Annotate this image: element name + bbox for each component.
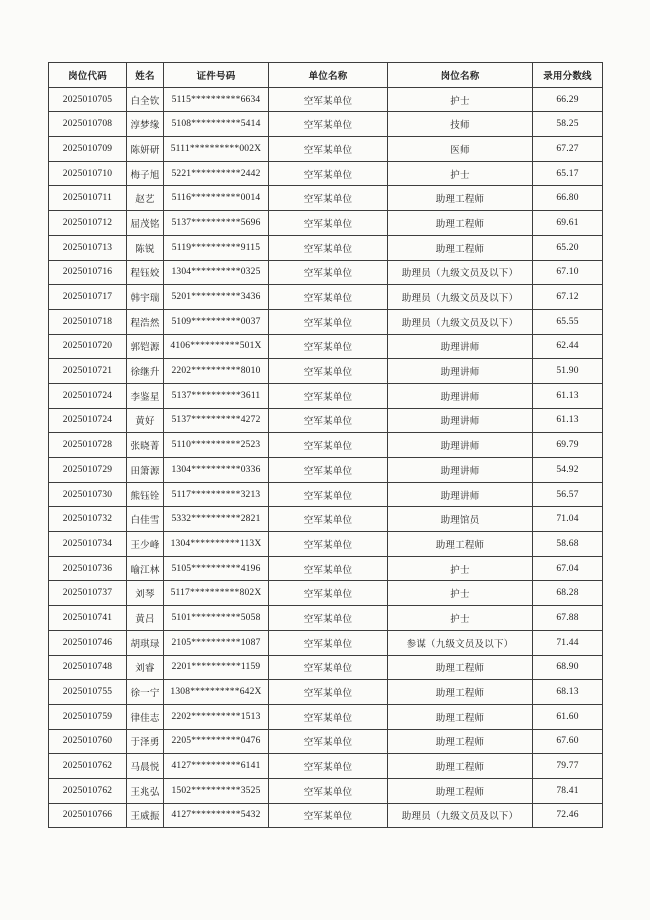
cell-unit-name: 空军某单位	[269, 482, 388, 507]
cell-unit-name: 空军某单位	[269, 655, 388, 680]
cell-id-number: 5117**********802X	[164, 581, 269, 606]
cell-id-number: 5116**********0014	[164, 186, 269, 211]
table-row	[49, 334, 603, 359]
cell-admission-score: 69.79	[533, 433, 603, 458]
table-row	[49, 112, 603, 137]
cell-position-name: 助理工程师	[388, 235, 533, 260]
cell-position-name: 助理工程师	[388, 729, 533, 754]
cell-unit-name: 空军某单位	[269, 606, 388, 631]
cell-unit-name: 空军某单位	[269, 161, 388, 186]
table-row	[49, 408, 603, 433]
cell-admission-score: 65.20	[533, 235, 603, 260]
cell-position-name: 助理员（九级文员及以下）	[388, 803, 533, 828]
cell-name: 李鉴星	[127, 383, 164, 408]
cell-position-code: 2025010724	[49, 408, 127, 433]
cell-unit-name: 空军某单位	[269, 433, 388, 458]
table-header	[49, 63, 603, 88]
cell-position-code: 2025010712	[49, 211, 127, 236]
cell-position-code: 2025010737	[49, 581, 127, 606]
cell-position-code: 2025010718	[49, 309, 127, 334]
cell-id-number: 2202**********1513	[164, 704, 269, 729]
cell-name: 屈茂铭	[127, 211, 164, 236]
cell-position-name: 助理讲师	[388, 482, 533, 507]
header-admission-score: 录用分数线	[533, 63, 603, 88]
cell-id-number: 5111**********002X	[164, 137, 269, 162]
cell-id-number: 5117**********3213	[164, 482, 269, 507]
cell-admission-score: 67.27	[533, 137, 603, 162]
table-row	[49, 778, 603, 803]
cell-id-number: 5119**********9115	[164, 235, 269, 260]
table-row	[49, 581, 603, 606]
cell-name: 徐继升	[127, 359, 164, 384]
cell-position-name: 助理员（九级文员及以下）	[388, 260, 533, 285]
cell-admission-score: 62.44	[533, 334, 603, 359]
cell-admission-score: 68.28	[533, 581, 603, 606]
cell-position-code: 2025010734	[49, 532, 127, 557]
cell-id-number: 5137**********5696	[164, 211, 269, 236]
cell-unit-name: 空军某单位	[269, 581, 388, 606]
cell-id-number: 2201**********1159	[164, 655, 269, 680]
cell-position-name: 助理讲师	[388, 458, 533, 483]
cell-position-name: 护士	[388, 161, 533, 186]
cell-id-number: 1304**********0336	[164, 458, 269, 483]
cell-unit-name: 空军某单位	[269, 309, 388, 334]
cell-position-name: 助理工程师	[388, 778, 533, 803]
table-row	[49, 87, 603, 112]
cell-admission-score: 51.90	[533, 359, 603, 384]
cell-admission-score: 67.10	[533, 260, 603, 285]
cell-position-name: 助理馆员	[388, 507, 533, 532]
cell-admission-score: 58.25	[533, 112, 603, 137]
table-row	[49, 235, 603, 260]
cell-position-name: 技师	[388, 112, 533, 137]
cell-admission-score: 66.80	[533, 186, 603, 211]
cell-id-number: 5332**********2821	[164, 507, 269, 532]
cell-unit-name: 空军某单位	[269, 803, 388, 828]
header-position-code: 岗位代码	[49, 63, 127, 88]
table-body	[49, 87, 603, 828]
cell-position-name: 护士	[388, 87, 533, 112]
table-row	[49, 186, 603, 211]
cell-admission-score: 67.88	[533, 606, 603, 631]
cell-position-name: 助理工程师	[388, 532, 533, 557]
cell-admission-score: 79.77	[533, 754, 603, 779]
table-row	[49, 482, 603, 507]
cell-unit-name: 空军某单位	[269, 285, 388, 310]
cell-name: 徐一宁	[127, 680, 164, 705]
header-row	[49, 63, 603, 88]
cell-unit-name: 空军某单位	[269, 532, 388, 557]
cell-position-code: 2025010746	[49, 630, 127, 655]
cell-name: 田箫源	[127, 458, 164, 483]
table-row	[49, 260, 603, 285]
cell-position-name: 助理工程师	[388, 754, 533, 779]
cell-position-name: 助理讲师	[388, 383, 533, 408]
cell-position-code: 2025010721	[49, 359, 127, 384]
cell-unit-name: 空军某单位	[269, 235, 388, 260]
cell-position-code: 2025010755	[49, 680, 127, 705]
cell-unit-name: 空军某单位	[269, 754, 388, 779]
cell-position-code: 2025010711	[49, 186, 127, 211]
cell-name: 熊钰铨	[127, 482, 164, 507]
cell-unit-name: 空军某单位	[269, 630, 388, 655]
cell-id-number: 5108**********5414	[164, 112, 269, 137]
table-row	[49, 630, 603, 655]
cell-id-number: 5110**********2523	[164, 433, 269, 458]
cell-unit-name: 空军某单位	[269, 211, 388, 236]
cell-position-name: 助理讲师	[388, 334, 533, 359]
cell-admission-score: 56.57	[533, 482, 603, 507]
table-row	[49, 309, 603, 334]
table-row	[49, 606, 603, 631]
cell-unit-name: 空军某单位	[269, 186, 388, 211]
table-row	[49, 359, 603, 384]
cell-unit-name: 空军某单位	[269, 87, 388, 112]
cell-admission-score: 68.13	[533, 680, 603, 705]
cell-position-code: 2025010705	[49, 87, 127, 112]
cell-unit-name: 空军某单位	[269, 729, 388, 754]
cell-admission-score: 67.60	[533, 729, 603, 754]
cell-position-name: 护士	[388, 556, 533, 581]
cell-admission-score: 68.90	[533, 655, 603, 680]
table-row	[49, 507, 603, 532]
cell-admission-score: 54.92	[533, 458, 603, 483]
cell-position-code: 2025010759	[49, 704, 127, 729]
cell-id-number: 1304**********0325	[164, 260, 269, 285]
cell-position-code: 2025010766	[49, 803, 127, 828]
table-row	[49, 680, 603, 705]
cell-position-code: 2025010748	[49, 655, 127, 680]
cell-unit-name: 空军某单位	[269, 334, 388, 359]
cell-position-code: 2025010762	[49, 754, 127, 779]
cell-position-name: 护士	[388, 581, 533, 606]
cell-admission-score: 65.55	[533, 309, 603, 334]
table-row	[49, 285, 603, 310]
table-row	[49, 704, 603, 729]
cell-unit-name: 空军某单位	[269, 359, 388, 384]
admission-score-table	[48, 62, 603, 828]
cell-position-name: 助理员（九级文员及以下）	[388, 285, 533, 310]
cell-position-name: 助理工程师	[388, 704, 533, 729]
cell-id-number: 5137**********3611	[164, 383, 269, 408]
cell-position-code: 2025010730	[49, 482, 127, 507]
cell-position-name: 护士	[388, 606, 533, 631]
cell-admission-score: 67.04	[533, 556, 603, 581]
cell-admission-score: 66.29	[533, 87, 603, 112]
cell-name: 韩宇瑞	[127, 285, 164, 310]
cell-position-code: 2025010729	[49, 458, 127, 483]
table-row	[49, 161, 603, 186]
cell-admission-score: 61.13	[533, 408, 603, 433]
cell-position-name: 参谋（九级文员及以下）	[388, 630, 533, 655]
cell-unit-name: 空军某单位	[269, 383, 388, 408]
cell-unit-name: 空军某单位	[269, 408, 388, 433]
cell-name: 程钰姣	[127, 260, 164, 285]
cell-name: 郭铠源	[127, 334, 164, 359]
cell-position-name: 助理讲师	[388, 433, 533, 458]
cell-admission-score: 58.68	[533, 532, 603, 557]
cell-name: 刘睿	[127, 655, 164, 680]
cell-name: 王威振	[127, 803, 164, 828]
cell-id-number: 5221**********2442	[164, 161, 269, 186]
cell-name: 马晨悦	[127, 754, 164, 779]
cell-name: 律佳志	[127, 704, 164, 729]
table-row	[49, 211, 603, 236]
cell-name: 胡琪琭	[127, 630, 164, 655]
cell-admission-score: 72.46	[533, 803, 603, 828]
cell-admission-score: 71.04	[533, 507, 603, 532]
cell-id-number: 5137**********4272	[164, 408, 269, 433]
cell-name: 淳梦缘	[127, 112, 164, 137]
header-unit-name: 单位名称	[269, 63, 388, 88]
table-row	[49, 137, 603, 162]
cell-admission-score: 61.60	[533, 704, 603, 729]
cell-admission-score: 65.17	[533, 161, 603, 186]
cell-position-code: 2025010760	[49, 729, 127, 754]
cell-name: 王兆弘	[127, 778, 164, 803]
cell-unit-name: 空军某单位	[269, 507, 388, 532]
cell-position-name: 助理工程师	[388, 211, 533, 236]
cell-admission-score: 61.13	[533, 383, 603, 408]
cell-name: 张晓菁	[127, 433, 164, 458]
cell-name: 陈妍研	[127, 137, 164, 162]
table-row	[49, 655, 603, 680]
table-row	[49, 458, 603, 483]
cell-position-name: 助理工程师	[388, 680, 533, 705]
cell-unit-name: 空军某单位	[269, 556, 388, 581]
table-row	[49, 754, 603, 779]
cell-position-name: 助理讲师	[388, 359, 533, 384]
cell-id-number: 2202**********8010	[164, 359, 269, 384]
cell-position-code: 2025010710	[49, 161, 127, 186]
cell-id-number: 1308**********642X	[164, 680, 269, 705]
table-row	[49, 532, 603, 557]
cell-name: 陈锐	[127, 235, 164, 260]
cell-admission-score: 69.61	[533, 211, 603, 236]
cell-id-number: 5101**********5058	[164, 606, 269, 631]
cell-id-number: 5109**********0037	[164, 309, 269, 334]
cell-position-code: 2025010732	[49, 507, 127, 532]
cell-position-code: 2025010736	[49, 556, 127, 581]
cell-unit-name: 空军某单位	[269, 137, 388, 162]
cell-position-code: 2025010717	[49, 285, 127, 310]
cell-position-name: 医师	[388, 137, 533, 162]
cell-position-name: 助理工程师	[388, 655, 533, 680]
cell-name: 喻江林	[127, 556, 164, 581]
cell-id-number: 4106**********501X	[164, 334, 269, 359]
cell-position-code: 2025010741	[49, 606, 127, 631]
cell-id-number: 4127**********5432	[164, 803, 269, 828]
cell-name: 王少峰	[127, 532, 164, 557]
cell-position-code: 2025010762	[49, 778, 127, 803]
cell-admission-score: 67.12	[533, 285, 603, 310]
cell-name: 赵艺	[127, 186, 164, 211]
cell-unit-name: 空军某单位	[269, 112, 388, 137]
cell-unit-name: 空军某单位	[269, 680, 388, 705]
cell-position-name: 助理工程师	[388, 186, 533, 211]
cell-unit-name: 空军某单位	[269, 704, 388, 729]
cell-id-number: 5105**********4196	[164, 556, 269, 581]
cell-admission-score: 78.41	[533, 778, 603, 803]
cell-name: 梅子旭	[127, 161, 164, 186]
cell-name: 黄吕	[127, 606, 164, 631]
cell-position-code: 2025010709	[49, 137, 127, 162]
cell-name: 刘琴	[127, 581, 164, 606]
header-id-number: 证件号码	[164, 63, 269, 88]
cell-id-number: 1502**********3525	[164, 778, 269, 803]
cell-position-code: 2025010716	[49, 260, 127, 285]
cell-position-code: 2025010728	[49, 433, 127, 458]
cell-id-number: 5201**********3436	[164, 285, 269, 310]
cell-position-code: 2025010720	[49, 334, 127, 359]
cell-position-code: 2025010724	[49, 383, 127, 408]
cell-position-code: 2025010708	[49, 112, 127, 137]
table-row	[49, 803, 603, 828]
cell-id-number: 5115**********6634	[164, 87, 269, 112]
cell-id-number: 2205**********0476	[164, 729, 269, 754]
cell-id-number: 4127**********6141	[164, 754, 269, 779]
cell-position-name: 助理讲师	[388, 408, 533, 433]
cell-name: 白全钦	[127, 87, 164, 112]
table-row	[49, 433, 603, 458]
cell-position-code: 2025010713	[49, 235, 127, 260]
cell-name: 于泽勇	[127, 729, 164, 754]
cell-unit-name: 空军某单位	[269, 458, 388, 483]
cell-name: 黄好	[127, 408, 164, 433]
cell-id-number: 2105**********1087	[164, 630, 269, 655]
header-position-name: 岗位名称	[388, 63, 533, 88]
table-row	[49, 729, 603, 754]
cell-unit-name: 空军某单位	[269, 260, 388, 285]
cell-admission-score: 71.44	[533, 630, 603, 655]
cell-name: 白佳雪	[127, 507, 164, 532]
cell-id-number: 1304**********113X	[164, 532, 269, 557]
cell-position-name: 助理员（九级文员及以下）	[388, 309, 533, 334]
table-row	[49, 556, 603, 581]
header-name: 姓名	[127, 63, 164, 88]
cell-unit-name: 空军某单位	[269, 778, 388, 803]
table-row	[49, 383, 603, 408]
cell-name: 程浩然	[127, 309, 164, 334]
